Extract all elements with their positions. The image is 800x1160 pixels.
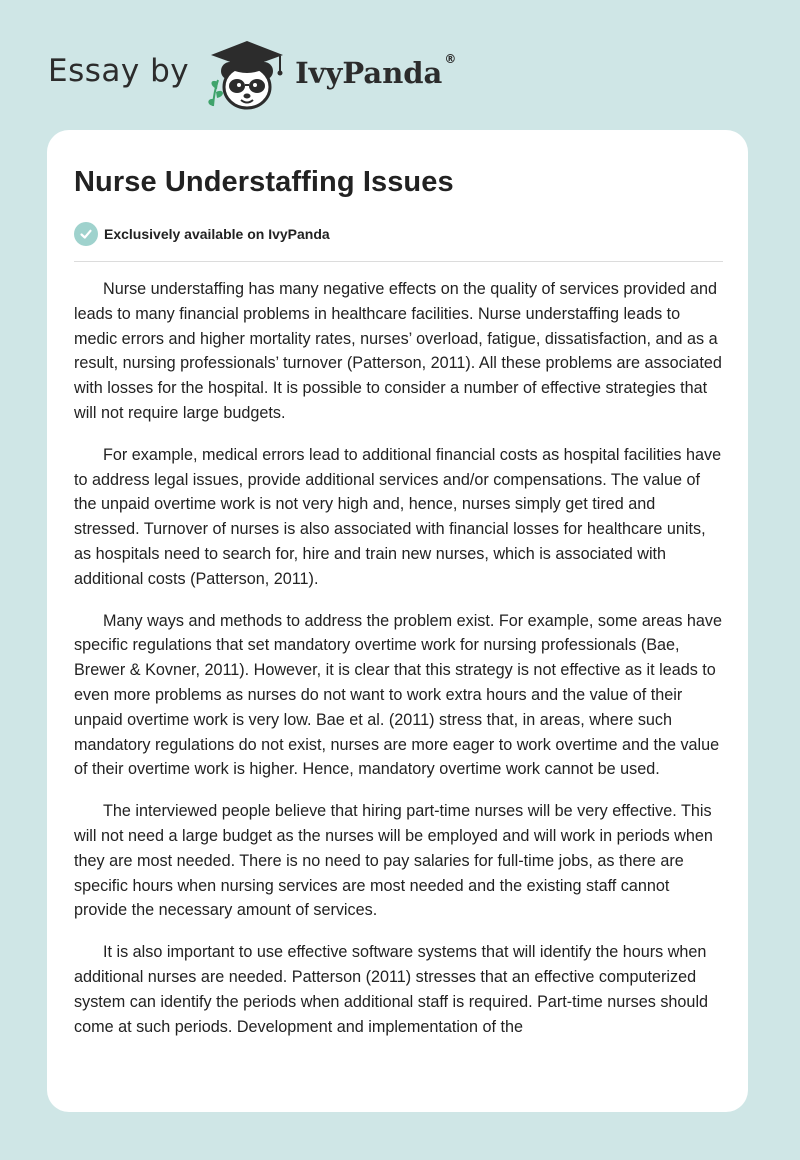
exclusive-badge <box>74 222 330 246</box>
divider <box>74 261 723 262</box>
paragraph: Many ways and methods to address the problem exist. For example, some areas have specific regulations that set mandatory overtime work for nursing professionals (Bae, Brewer & Kovner, 2011). However, it is clear that this strategy is not effective as it leads to even more problems as nurses do not want to work extra hours and the value of their unpaid overtime work is very low. Bae et al. (2011) stress that, in areas, where such mandatory regulations do not exist, nurses are more eager to work overtime and the value of their overtime work is higher. Hence, mandatory overtime work cannot be used. <box>74 611 723 779</box>
paragraph: For example, medical errors lead to additional financial costs as hospital facilities have to address legal issues, provide additional services and/or compensations. The value of the unpaid overtime work is not very high and, hence, nurses simply get tired and stressed. Turnover of nurses is also associated with financial losses for healthcare units, as hospitals need to search for, hire and train new nurses, which is associated with additional costs (Patterson, 2011). <box>74 445 722 588</box>
page-title: Nurse Understaffing Issues <box>74 166 454 198</box>
essay-card <box>47 130 748 1112</box>
panda-logo-icon[interactable] <box>201 36 293 112</box>
brand-prefix: Essay by <box>48 53 190 89</box>
brand-name: IvyPanda ® <box>295 52 457 90</box>
paragraph: It is also important to use effective software systems that will identify the hours when additional nurses are needed. Patterson (2011) stresses that an effective computerized system can identify the periods when additional staff is required. Part-time nurses should come at such periods. Development and implementation of the <box>74 943 709 1036</box>
paragraph: Nurse understaffing has many negative effects on the quality of services provided and leads to many financial problems in healthcare facilities. Nurse understaffing leads to medic errors and higher mortality rates, nurses’ overload, fatigue, dissatisfaction, and as a result, nursing professionals’ turnover (Patterson, 2011). All these problems are associated with losses for the hospital. It is possible to consider a number of effective strategies that will not require large budgets. <box>74 280 722 422</box>
check-icon <box>74 222 98 246</box>
essay-body <box>74 277 723 1056</box>
registered-mark: ® <box>444 52 457 66</box>
exclusive-label: Exclusively available on IvyPanda <box>104 226 330 242</box>
paragraph: The interviewed people believe that hiring part-time nurses will be very effective. This will not need a large budget as the nurses will be employed and will work in periods when they are most needed. There is no need to pay salaries for full-time jobs, as there are specific hours when nursing services are most needed and the existing staff cannot provide the necessary amount of services. <box>74 802 713 920</box>
brand-header <box>48 36 457 112</box>
